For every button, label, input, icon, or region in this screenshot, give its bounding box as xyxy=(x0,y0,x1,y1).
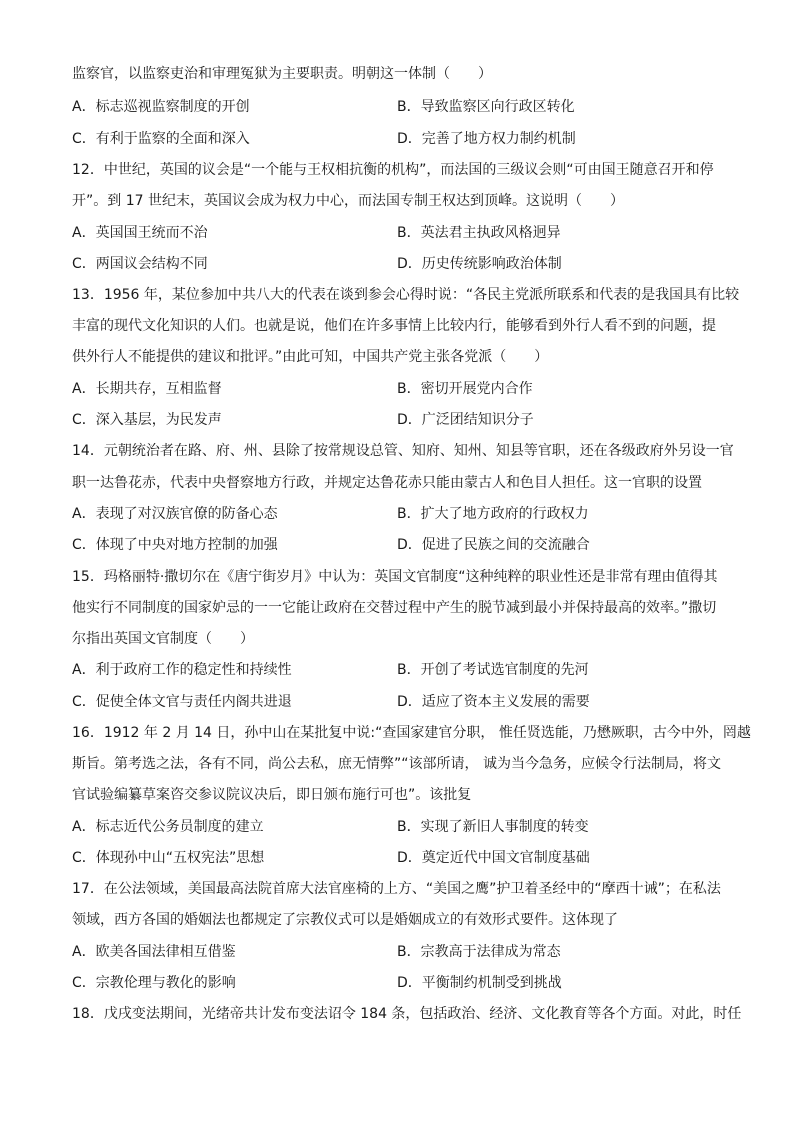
question-15-stem-line-3: 尔指出英国文官制度（ ） xyxy=(72,631,254,647)
question-13-stem-line-2: 丰富的现代文化知识的人们。也就是说，他们在许多事情上比较内行，能够看到外行人看不到的问题，提 xyxy=(72,318,716,334)
question-17-option-c[interactable]: C．宗教伦理与教化的影响 xyxy=(72,975,236,991)
question-16-option-b[interactable]: B．实现了新旧人事制度的转变 xyxy=(397,819,589,835)
question-13-stem-line-1: 13．1956 年，某位参加中共八大的代表在谈到参会心得时说：“各民主党派所联系和代表的是我国具有比较 xyxy=(72,287,740,303)
question-14-option-c[interactable]: C．体现了中央对地方控制的加强 xyxy=(72,537,278,553)
question-14-stem-line-2: 职一达鲁花赤，代表中央督察地方行政，并规定达鲁花赤只能由蒙古人和色目人担任。这一官职的设置 xyxy=(72,475,702,491)
question-16-stem-line-3: 官试验编纂草案咨交参议院议决后，即日颁布施行可也”。该批复 xyxy=(72,787,472,803)
question-12-option-c[interactable]: C．两国议会结构不同 xyxy=(72,256,208,272)
question-17-option-a[interactable]: A．欧美各国法律相互借鉴 xyxy=(72,944,236,960)
question-16-stem-line-2: 斯旨。第考选之法，各有不同，尚公去私，庶无情弊”“该部所请， 诚为当今急务，应候令行法制局，将文 xyxy=(72,756,721,772)
question-14-stem-line-1: 14．元朝统治者在路、府、州、县除了按常规设总管、知府、知州、知县等官职，还在各级政府外另设一官 xyxy=(72,443,734,459)
question-13-stem-line-3: 供外行人不能提供的建议和批评。”由此可知，中国共产党主张各党派（ ） xyxy=(72,349,549,365)
question-15-option-b[interactable]: B．开创了考试选官制度的先河 xyxy=(397,662,589,678)
question-17-stem-line-2: 领域，西方各国的婚姻法也都规定了宗教仪式可以是婚姻成立的有效形式要件。这体现了 xyxy=(72,912,618,928)
question-13-option-d[interactable]: D．广泛团结知识分子 xyxy=(397,412,534,428)
question-11-option-a[interactable]: A．标志巡视监察制度的开创 xyxy=(72,99,250,115)
question-16-stem-line-1: 16．1912 年 2 月 14 日，孙中山在某批复中说:“查国家建官分职， 惟任贤选能，乃懋厥职，古今中外，罔越 xyxy=(72,725,751,741)
question-17-stem-line-1: 17．在公法领域，美国最高法院首席大法官座椅的上方、“美国之鹰”护卫着圣经中的“摩西十诫”；在私法 xyxy=(72,881,721,897)
question-18-stem-line-1: 18．戊戌变法期间，光绪帝共计发布变法诏令 184 条，包括政治、经济、文化教育等各个方面。对此，时任 xyxy=(72,1006,742,1022)
question-12-stem-line-1: 12．中世纪，英国的议会是“一个能与王权相抗衡的机构”，而法国的三级议会则“可由国王随意召开和停 xyxy=(72,162,714,178)
question-17-option-b[interactable]: B．宗教高于法律成为常态 xyxy=(397,944,561,960)
question-12-option-a[interactable]: A．英国国王统而不治 xyxy=(72,225,208,241)
question-14-option-a[interactable]: A．表现了对汉族官僚的防备心态 xyxy=(72,506,278,522)
question-12-option-d[interactable]: D．历史传统影响政治体制 xyxy=(397,256,562,272)
question-11-stem-line-1: 监察官，以监察吏治和审理冤狱为主要职责。明朝这一体制（ ） xyxy=(72,66,492,82)
question-15-stem-line-1: 15．玛格丽特·撒切尔在《唐宁街岁月》中认为：英国文官制度“这种纯粹的职业性还是非常有理由值得其 xyxy=(72,569,718,585)
question-12-option-b[interactable]: B．英法君主执政风格迥异 xyxy=(397,225,561,241)
question-12-stem-line-2: 开”。到 17 世纪末，英国议会成为权力中心，而法国专制王权达到顶峰。这说明（ ） xyxy=(72,193,624,209)
question-17-option-d[interactable]: D．平衡制约机制受到挑战 xyxy=(397,975,562,991)
question-13-option-a[interactable]: A．长期共存，互相监督 xyxy=(72,381,222,397)
question-14-option-b[interactable]: B．扩大了地方政府的行政权力 xyxy=(397,506,589,522)
question-13-option-c[interactable]: C．深入基层，为民发声 xyxy=(72,412,222,428)
question-15-option-a[interactable]: A．利于政府工作的稳定性和持续性 xyxy=(72,662,292,678)
question-15-stem-line-2: 他实行不同制度的国家妒忌的一一它能让政府在交替过程中产生的脱节减到最小并保持最高的效率。”撒切 xyxy=(72,600,717,616)
question-16-option-d[interactable]: D．奠定近代中国文官制度基础 xyxy=(397,850,590,866)
question-15-option-d[interactable]: D．适应了资本主义发展的需要 xyxy=(397,694,590,710)
question-15-option-c[interactable]: C．促使全体文官与责任内阁共进退 xyxy=(72,694,292,710)
question-11-option-d[interactable]: D．完善了地方权力制约机制 xyxy=(397,131,576,147)
question-11-option-b[interactable]: B．导致监察区向行政区转化 xyxy=(397,99,575,115)
question-16-option-a[interactable]: A．标志近代公务员制度的建立 xyxy=(72,819,264,835)
question-13-option-b[interactable]: B．密切开展党内合作 xyxy=(397,381,533,397)
question-16-option-c[interactable]: C．体现孙中山“五权宪法”思想 xyxy=(72,850,265,866)
question-11-option-c[interactable]: C．有利于监察的全面和深入 xyxy=(72,131,250,147)
question-14-option-d[interactable]: D．促进了民族之间的交流融合 xyxy=(397,537,590,553)
